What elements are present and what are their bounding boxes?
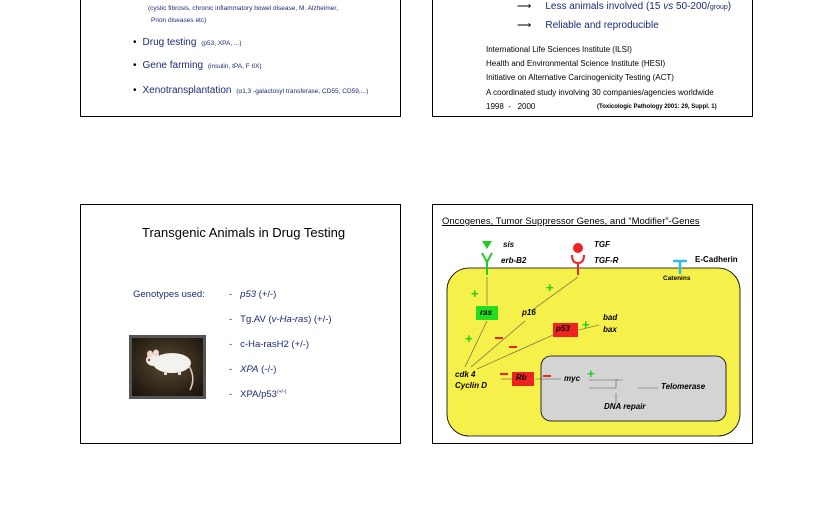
label-cdk4: cdk 4 <box>455 370 476 379</box>
slide-title: Transgenic Animals in Drug Testing <box>142 225 346 240</box>
bullet-dot: • <box>133 60 137 71</box>
label-bax: bax <box>603 325 617 334</box>
bullet-note: (insulin, tPA, F IIX) <box>207 63 262 70</box>
bullet-dot: • <box>133 37 137 48</box>
bullet-drug-testing <box>133 37 242 48</box>
label-tgfr: TGF-R <box>594 256 619 265</box>
mouse-photo <box>129 335 206 399</box>
study-years: 1998 - 2000 <box>486 102 536 111</box>
genotypes-label: Genotypes used: <box>133 289 205 300</box>
org-line-act: Initiative on Alternative Carcinogenicity Testing (ACT) <box>486 73 674 82</box>
disease-list-line2: Prion diseases etc) <box>151 17 207 24</box>
plus-sign: + <box>465 331 473 346</box>
label-dna-repair: DNA repair <box>604 402 646 411</box>
label-ecadherin: E-Cadherin <box>695 255 738 264</box>
genotype-item: - XPA (-/-) <box>229 364 277 375</box>
dash: - <box>229 389 233 401</box>
label-cyclind: Cyclin D <box>455 381 488 390</box>
dash: - <box>229 314 233 325</box>
label-tgf: TGF <box>594 240 610 249</box>
label-myc: myc <box>564 374 581 383</box>
sis-ligand-icon <box>482 241 492 249</box>
arrow-line-reliable: ⟶ Reliable and reproducible <box>517 20 659 31</box>
org-line-hesi: Health and Environmental Science Institute (HESI) <box>486 59 666 68</box>
bullet-xenotransplantation <box>133 85 368 96</box>
bullet-label: Xenotransplantation <box>142 85 232 96</box>
slide-transgenic-animals <box>80 204 401 444</box>
label-ras: ras <box>480 308 493 317</box>
org-line-ilsi: International Life Sciences Institute (ILSI) <box>486 45 632 54</box>
bullet-note: (p53, XPA, ...) <box>201 40 242 47</box>
slide-ilsi-study <box>432 0 753 117</box>
white-mouse-image <box>132 338 203 396</box>
label-p53: p53 <box>556 324 570 333</box>
dash: - <box>229 339 233 350</box>
slide-gene-applications <box>80 0 401 117</box>
tgf-ligand-icon <box>573 243 583 253</box>
slide-title: Oncogenes, Tumor Suppressor Genes, and “Modifier”-Genes <box>442 216 700 227</box>
disease-list-line1: (cystic fibrosis, chronic inflammatory bowel disease, M. Alzheimer, <box>148 5 339 12</box>
label-catenins: Catenins <box>663 275 691 282</box>
pathway-diagram <box>433 205 752 443</box>
arrow-icon: ⟶ <box>517 1 532 12</box>
bullet-dot: • <box>133 85 137 96</box>
org-line-study: A coordinated study involving 30 companies/agencies worldwide <box>486 88 714 97</box>
genotype-item: - p53 (+/-) <box>229 289 277 300</box>
genotype-item: - Tg.AV (v-Ha-ras) (+/-) <box>229 314 332 325</box>
genotype-item: - XPA/p53(+/-) <box>229 389 287 401</box>
label-bad: bad <box>603 313 618 322</box>
bullet-label: Gene farming <box>142 60 204 71</box>
citation: (Toxicologic Pathology 2001: 29, Suppl. 1) <box>597 104 717 110</box>
dash: - <box>229 364 233 375</box>
label-rb: Rb <box>516 373 527 382</box>
label-telomerase: Telomerase <box>661 382 706 391</box>
arrow-line-less-animals: ⟶ Less animals involved (15 vs 50-200/group) <box>517 1 732 12</box>
plus-sign: + <box>471 286 479 301</box>
arrow-icon: ⟶ <box>517 20 532 31</box>
label-erbb2: erb-B2 <box>501 256 527 265</box>
dash: - <box>229 289 233 300</box>
label-sis: sis <box>503 240 515 249</box>
plus-sign: + <box>587 366 595 381</box>
plus-sign: + <box>546 280 554 295</box>
bullet-note: (α1,3 -galactosyl transferase, CD55, CD59,...) <box>236 88 369 95</box>
slide-oncogenes-diagram <box>432 204 753 444</box>
plus-sign: + <box>582 317 590 332</box>
bullet-label: Drug testing <box>142 37 197 48</box>
label-p16: p16 <box>522 308 536 317</box>
bullet-gene-farming <box>133 60 262 71</box>
genotype-item: - c-Ha-rasH2 (+/-) <box>229 339 310 350</box>
